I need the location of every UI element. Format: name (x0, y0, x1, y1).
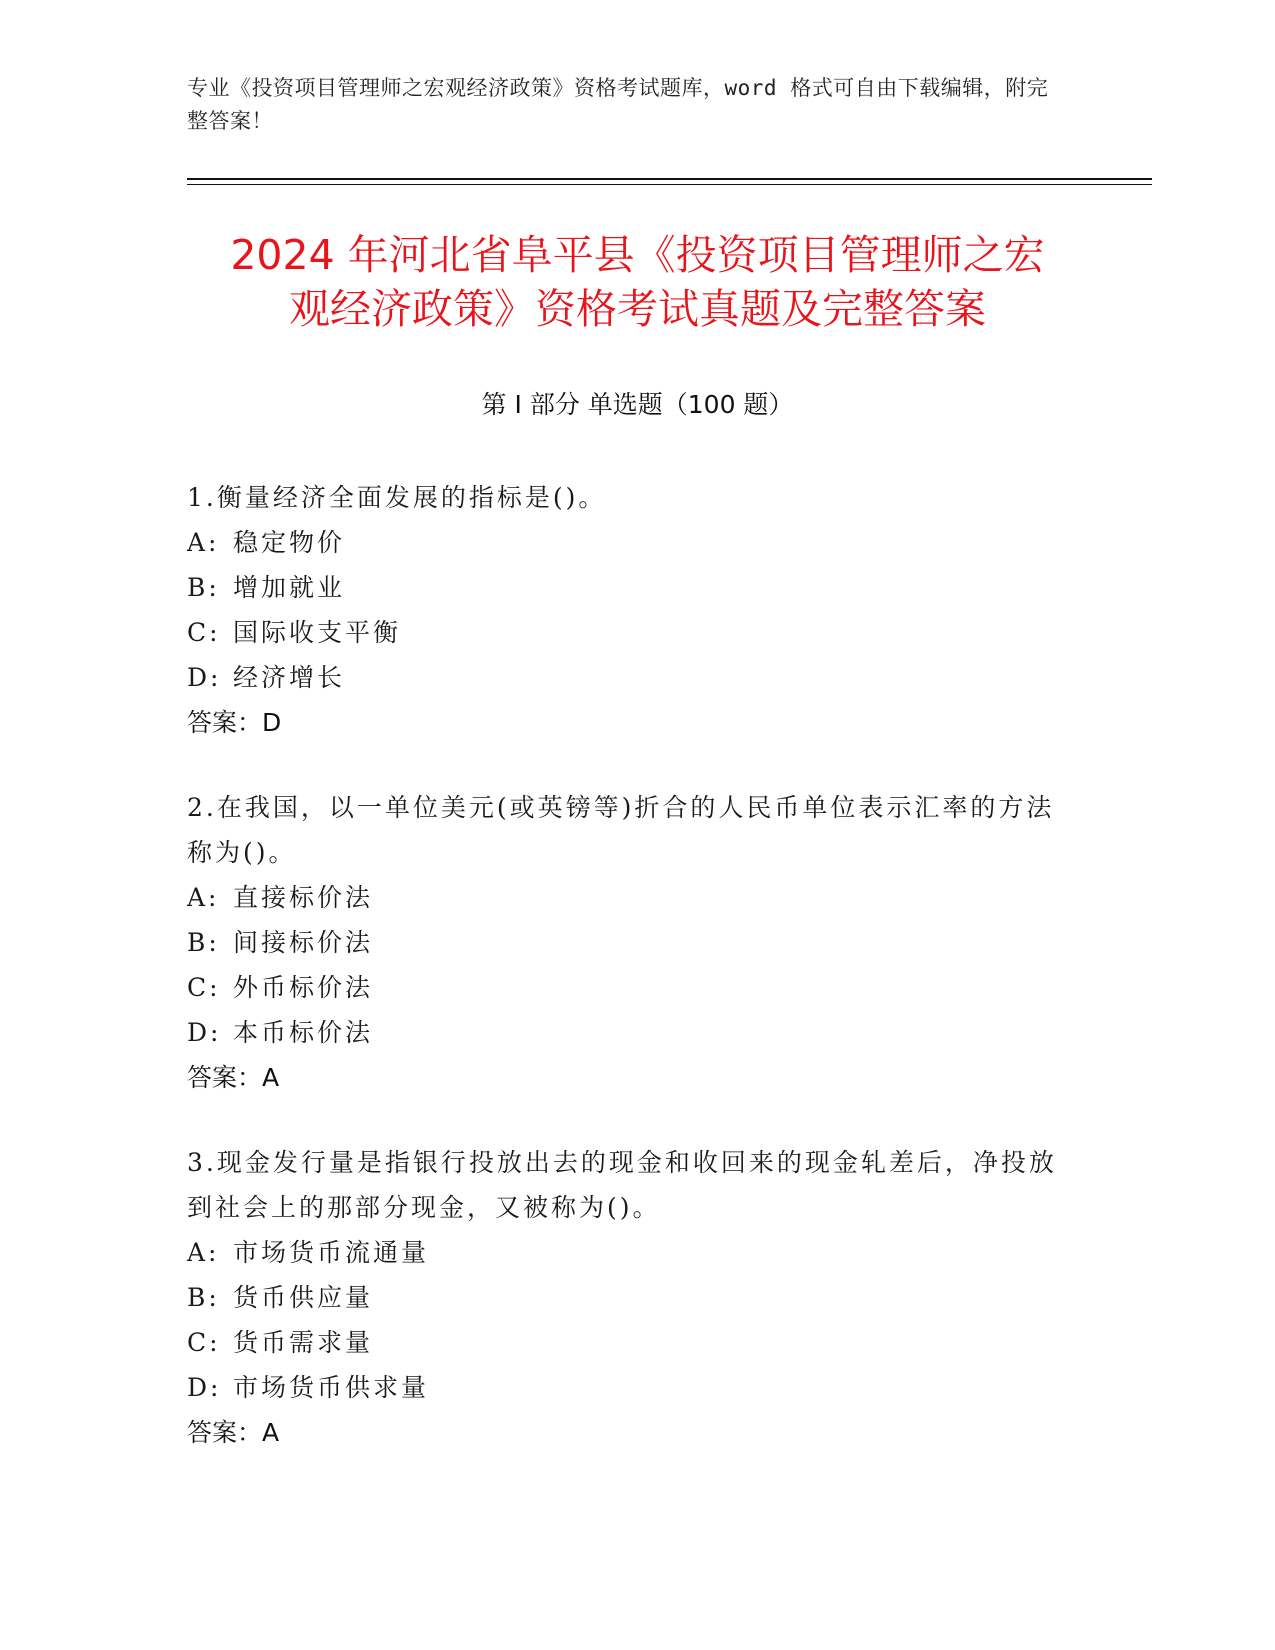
option-text: 外币标价法 (233, 973, 374, 1002)
question-stem: 3.现金发行量是指银行投放出去的现金和收回来的现金轧差后，净投放到社会上的那部分现金，又被称为()。 (187, 1148, 1057, 1222)
section-heading: 第 I 部分 单选题（100 题） (481, 390, 794, 419)
document-title-line-1: 2024 年河北省阜平县《投资项目管理师之宏 (230, 231, 1045, 279)
option-text: 市场货币流通量 (233, 1238, 430, 1267)
option-text: 稳定物价 (233, 528, 346, 557)
option-text: 国际收支平衡 (233, 618, 402, 647)
option-letter: B: (187, 1283, 220, 1312)
header-divider-thick (187, 178, 1152, 180)
option-letter: D: (187, 1018, 222, 1047)
answer-line: 答案：A (187, 1063, 280, 1092)
option-letter: A: (187, 528, 220, 557)
option-text: 经济增长 (233, 663, 346, 692)
option-text: 货币需求量 (233, 1328, 374, 1357)
option-d (187, 1365, 1067, 1410)
option-letter: C: (187, 1328, 221, 1357)
option-text: 增加就业 (233, 573, 346, 602)
question-list (187, 475, 1067, 1495)
answer-line: 答案：D (187, 708, 282, 737)
option-d (187, 1010, 1067, 1055)
option-a (187, 520, 1067, 565)
option-b (187, 565, 1067, 610)
option-letter: D: (187, 663, 222, 692)
option-c (187, 1320, 1067, 1365)
option-letter: B: (187, 573, 220, 602)
answer-line: 答案：A (187, 1418, 280, 1447)
question-1 (187, 475, 1067, 745)
option-b (187, 1275, 1067, 1320)
option-letter: B: (187, 928, 220, 957)
option-b (187, 920, 1067, 965)
header-note: 专业《投资项目管理师之宏观经济政策》资格考试题库，word 格式可自由下载编辑，附完整答案！ (187, 76, 1049, 133)
option-a (187, 875, 1067, 920)
option-text: 间接标价法 (233, 928, 374, 957)
option-letter: C: (187, 618, 221, 647)
document-title-line-2: 观经济政策》资格考试真题及完整答案 (289, 285, 986, 333)
document-title (150, 228, 1125, 336)
header-divider-thin (187, 184, 1152, 185)
option-letter: A: (187, 883, 220, 912)
option-letter: C: (187, 973, 221, 1002)
option-text: 货币供应量 (233, 1283, 374, 1312)
question-3 (187, 1140, 1067, 1455)
option-letter: D: (187, 1373, 222, 1402)
option-text: 直接标价法 (233, 883, 374, 912)
question-stem: 2.在我国，以一单位美元(或英镑等)折合的人民币单位表示汇率的方法称为()。 (187, 793, 1055, 867)
option-d (187, 655, 1067, 700)
question-2 (187, 785, 1067, 1100)
option-text: 本币标价法 (233, 1018, 374, 1047)
option-c (187, 965, 1067, 1010)
question-stem: 1.衡量经济全面发展的指标是()。 (187, 483, 607, 512)
option-letter: A: (187, 1238, 220, 1267)
option-text: 市场货币供求量 (233, 1373, 430, 1402)
option-c (187, 610, 1067, 655)
option-a (187, 1230, 1067, 1275)
